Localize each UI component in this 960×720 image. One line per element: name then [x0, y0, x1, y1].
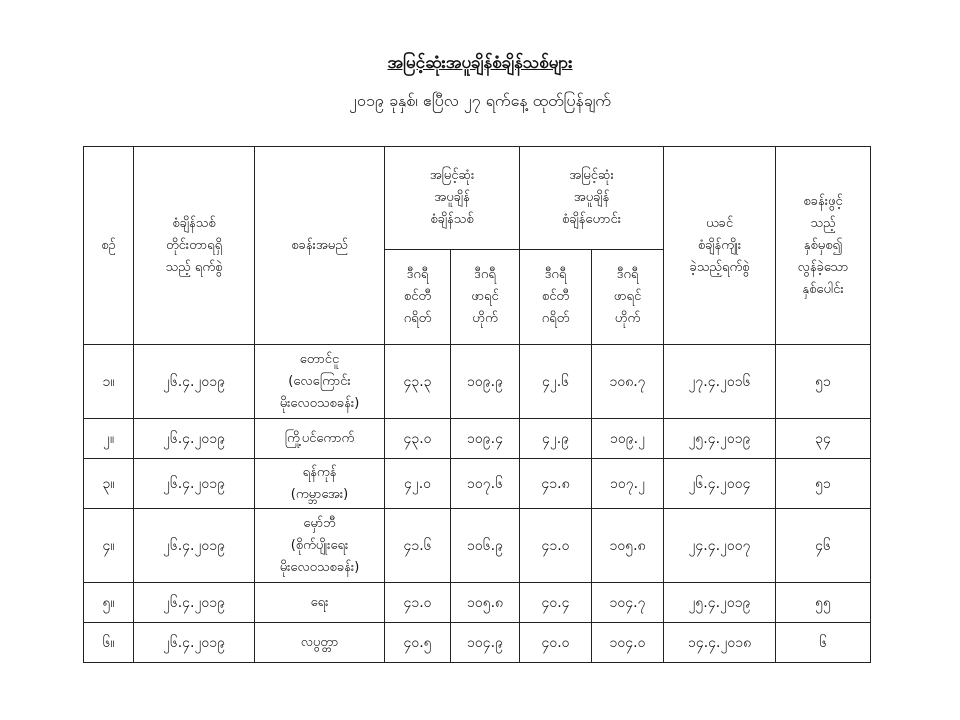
- station-years: ၅၁: [776, 459, 871, 509]
- old-record-fahrenheit: ၁၀၄.၀: [592, 623, 664, 663]
- station-years: ၅၅: [776, 583, 871, 623]
- old-record-celsius: ၄၁.၀: [520, 509, 592, 583]
- new-record-fahrenheit: ၁၀၉.၉: [451, 345, 520, 419]
- new-record-celsius: ၄၁.၀: [385, 583, 451, 623]
- new-record-fahrenheit: ၁၀၉.၄: [451, 419, 520, 459]
- new-record-fahrenheit: ၁၀၇.၆: [451, 459, 520, 509]
- record-date: ၂၆.၄.၂၀၁၉: [134, 459, 255, 509]
- station-years: ၅၁: [776, 345, 871, 419]
- header-previous-date: ယခင် စံချိန်ကျိုး ခဲ့သည့်ရက်စွဲ: [664, 147, 776, 345]
- document-subtitle: ၂၀၁၉ ခုနှစ်၊ ဧပြီလ ၂၇ ရက်နေ့ ထုတ်ပြန်ချက်: [349, 91, 611, 110]
- row-number: ၃။: [84, 459, 134, 509]
- old-record-fahrenheit: ၁၀၉.၂: [592, 419, 664, 459]
- record-date: ၂၆.၄.၂၀၁၉: [134, 583, 255, 623]
- row-number: ၄။: [84, 509, 134, 583]
- header-record-date: စံချိန်သစ် တိုင်းတာရရှိ သည့် ရက်စွဲ: [134, 147, 255, 345]
- old-record-fahrenheit: ၁၀၄.၇: [592, 583, 664, 623]
- old-record-celsius: ၄၀.၄: [520, 583, 592, 623]
- header-new-celsius: ဒီဂရီ စင်တီ ဂရိတ်: [385, 250, 451, 345]
- record-date: ၂၆.၄.၂၀၁၉: [134, 509, 255, 583]
- document-title: အမြင့်ဆုံးအပူချိန်စံချိန်သစ်များ: [387, 53, 573, 73]
- previous-record-date: ၁၄.၄.၂၀၁၈: [664, 623, 776, 663]
- new-record-fahrenheit: ၁၀၆.၉: [451, 509, 520, 583]
- row-number: ၂။: [84, 419, 134, 459]
- table-row: [84, 583, 871, 623]
- record-date: ၂၆.၄.၂၀၁၉: [134, 623, 255, 663]
- new-record-fahrenheit: ၁၀၅.၈: [451, 583, 520, 623]
- new-record-celsius: ၄၀.၅: [385, 623, 451, 663]
- table-row: [84, 509, 871, 583]
- previous-record-date: ၂၄.၄.၂၀၀၇: [664, 509, 776, 583]
- table-row: [84, 459, 871, 509]
- row-number: ၆။: [84, 623, 134, 663]
- new-record-celsius: ၄၃.၃: [385, 345, 451, 419]
- previous-record-date: ၂၅.၄.၂၀၁၉: [664, 419, 776, 459]
- new-record-celsius: ၄၃.၀: [385, 419, 451, 459]
- station-name: တောင်ငူ (လေကြောင်း မိုးလေဝသစခန်း): [255, 345, 385, 419]
- header-no: စဉ်: [84, 147, 134, 345]
- station-name: လပွတ္တာ: [255, 623, 385, 663]
- temperature-records-table: [83, 146, 871, 663]
- header-old-record: အမြင့်ဆုံး အပူချိန် စံချိန်ဟောင်း: [520, 147, 664, 250]
- old-record-fahrenheit: ၁၀၅.၈: [592, 509, 664, 583]
- header-old-fahrenheit: ဒီဂရီ ဖာရင် ဟိုက်: [592, 250, 664, 345]
- record-date: ၂၆.၄.၂၀၁၉: [134, 345, 255, 419]
- old-record-fahrenheit: ၁၀၇.၂: [592, 459, 664, 509]
- header-years: စခန်းဖွင့် သည့် နှစ်မှစ၍ လွန်ခဲ့သော နှစ်ပေါင်း: [776, 147, 871, 345]
- station-name: ရန်ကုန် (ကမ္ဘာအေး): [255, 459, 385, 509]
- table-row: [84, 345, 871, 419]
- previous-record-date: ၂၆.၄.၂၀၀၄: [664, 459, 776, 509]
- station-name: မှော်ဘီ (စိုက်ပျိုးရေး မိုးလေဝသစခန်း): [255, 509, 385, 583]
- old-record-celsius: ၄၀.၀: [520, 623, 592, 663]
- header-station: စခန်းအမည်: [255, 147, 385, 345]
- station-name: ရေး: [255, 583, 385, 623]
- station-years: ၃၄: [776, 419, 871, 459]
- old-record-celsius: ၄၂.၉: [520, 419, 592, 459]
- header-row: [84, 147, 871, 250]
- station-name: ကြို့ပင်ကောက်: [255, 419, 385, 459]
- new-record-celsius: ၄၁.၆: [385, 509, 451, 583]
- previous-record-date: ၂၅.၄.၂၀၁၉: [664, 583, 776, 623]
- header-new-fahrenheit: ဒီဂရီ ဖာရင် ဟိုက်: [451, 250, 520, 345]
- new-record-celsius: ၄၂.၀: [385, 459, 451, 509]
- row-number: ၁။: [84, 345, 134, 419]
- new-record-fahrenheit: ၁၀၄.၉: [451, 623, 520, 663]
- header-new-record: အမြင့်ဆုံး အပူချိန် စံချိန်သစ်: [385, 147, 520, 250]
- station-years: ၄၆: [776, 509, 871, 583]
- table-row: [84, 419, 871, 459]
- old-record-fahrenheit: ၁၀၈.၇: [592, 345, 664, 419]
- old-record-celsius: ၄၂.၆: [520, 345, 592, 419]
- station-years: ၆: [776, 623, 871, 663]
- row-number: ၅။: [84, 583, 134, 623]
- table-row: [84, 623, 871, 663]
- old-record-celsius: ၄၁.၈: [520, 459, 592, 509]
- header-old-celsius: ဒီဂရီ စင်တီ ဂရိတ်: [520, 250, 592, 345]
- previous-record-date: ၂၇.၄.၂၀၁၆: [664, 345, 776, 419]
- record-date: ၂၆.၄.၂၀၁၉: [134, 419, 255, 459]
